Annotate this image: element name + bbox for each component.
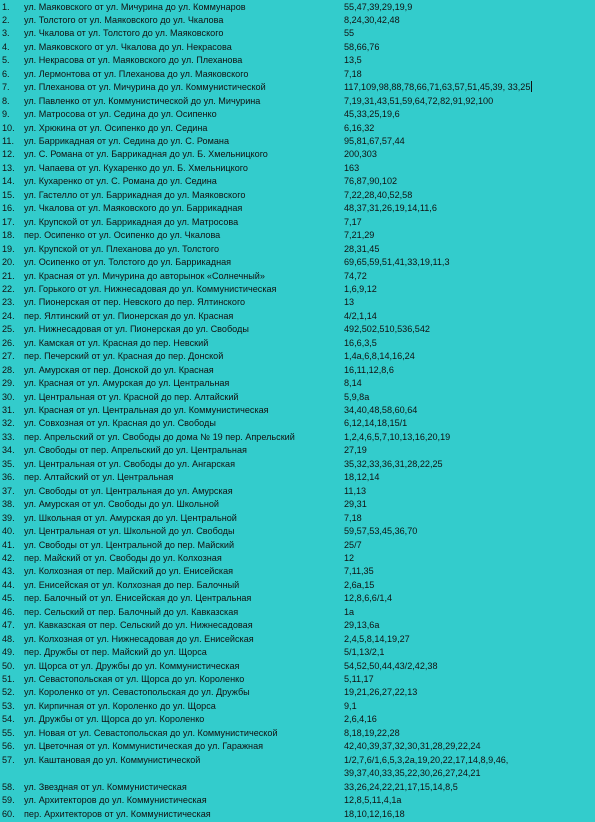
street-segment: ул. Центральная от ул. Школьной до ул. Свободы bbox=[24, 526, 235, 537]
street-segment: ул. Красная от ул. Мичурина до авторынок «Солнечный» bbox=[24, 270, 265, 281]
table-row bbox=[0, 431, 595, 444]
house-numbers: 55,47,39,29,19,9 bbox=[344, 1, 413, 12]
row-number: 53. bbox=[2, 700, 15, 711]
table-row bbox=[0, 243, 595, 256]
house-numbers: 16,6,3,5 bbox=[344, 337, 377, 348]
table-row bbox=[0, 81, 595, 94]
row-number: 54. bbox=[2, 714, 15, 725]
house-numbers: 11,13 bbox=[344, 485, 367, 496]
street-segment: ул. Свободы от пер. Апрельский до ул. Центральная bbox=[24, 445, 247, 456]
table-row bbox=[0, 122, 595, 135]
table-row bbox=[0, 781, 595, 794]
row-number: 51. bbox=[2, 674, 15, 684]
table-row bbox=[0, 1, 595, 14]
street-segment: ул. Щорса от ул. Дружбы до ул. Коммунистическая bbox=[24, 660, 240, 671]
row-number: 43. bbox=[2, 566, 15, 577]
row-number: 16. bbox=[2, 203, 15, 214]
street-segment: пер. Печерский от ул. Красная до пер. Донской bbox=[24, 351, 224, 362]
row-number: 24. bbox=[2, 310, 15, 321]
house-numbers: 13 bbox=[344, 297, 355, 308]
street-segment: ул. Архитекторов до ул. Коммунистическая bbox=[24, 795, 207, 806]
house-numbers: 7,18 bbox=[344, 512, 362, 523]
table-row bbox=[0, 458, 595, 471]
row-number: 19. bbox=[2, 243, 15, 254]
table-row bbox=[0, 485, 595, 498]
street-segment: ул. Осипенко от ул. Толстого до ул. Баррикадная bbox=[24, 257, 232, 268]
row-number: 1. bbox=[2, 1, 10, 12]
street-segment: ул. Совхозная от ул. Красная до ул. Свободы bbox=[24, 418, 216, 429]
table-row bbox=[0, 377, 595, 390]
street-segment: ул. Севастопольская от ул. Щорса до ул. Короленко bbox=[24, 674, 245, 684]
row-number: 6. bbox=[2, 68, 10, 79]
row-number: 45. bbox=[2, 593, 15, 604]
table-row bbox=[0, 364, 595, 377]
street-segment: ул. Цветочная от ул. Коммунистическая до ул. Гаражная bbox=[24, 741, 264, 752]
table-row bbox=[0, 525, 595, 538]
street-segment: ул. Горького от ул. Нижнесадовая до ул. Коммунистическая bbox=[24, 283, 277, 294]
table-row bbox=[0, 754, 595, 781]
row-number: 42. bbox=[2, 552, 15, 563]
table-row bbox=[0, 619, 595, 632]
street-segment: пер. Апрельский от ул. Свободы до дома № 19 пер. Апрельский bbox=[24, 431, 295, 442]
table-row bbox=[0, 498, 595, 511]
street-segment: ул. Некрасова от ул. Маяковского до ул. Плеханова bbox=[24, 55, 243, 66]
street-segment: пер. Майский от ул. Свободы до ул. Колхозная bbox=[24, 552, 222, 563]
house-numbers: 27,19 bbox=[344, 445, 367, 456]
street-segment: ул. Крупской от ул. Плеханова до ул. Толстого bbox=[24, 243, 220, 254]
house-numbers: 12,8,6,6/1,4 bbox=[344, 593, 393, 604]
house-numbers: 69,65,59,51,41,33,19,11,3 bbox=[344, 257, 450, 268]
row-number: 12. bbox=[2, 149, 15, 160]
street-segment: ул. Крупской от ул. Баррикадная до ул. Матросова bbox=[24, 216, 239, 227]
house-numbers: 6,12,14,18,15/1 bbox=[344, 418, 408, 429]
house-numbers: 7,18 bbox=[344, 68, 362, 79]
row-number: 18. bbox=[2, 230, 15, 241]
street-segment: ул. Кухаренко от ул. С. Романа до ул. Седина bbox=[24, 176, 217, 187]
row-number: 31. bbox=[2, 405, 15, 415]
house-numbers: 29,13,6а bbox=[344, 620, 380, 631]
house-numbers: 18,12,14 bbox=[344, 472, 380, 483]
house-numbers: 8,24,30,42,48 bbox=[344, 14, 400, 25]
street-segment: пер. Ялтинский от ул. Пионерская до ул. Красная bbox=[24, 310, 234, 321]
house-numbers: 28,31,45 bbox=[344, 243, 380, 254]
row-number: 30. bbox=[2, 391, 15, 402]
house-numbers: 5,9,8а bbox=[344, 391, 370, 402]
table-row bbox=[0, 808, 595, 821]
street-segment: ул. Колхозная от пер. Майский до ул. Енисейская bbox=[24, 566, 234, 577]
house-numbers: 55 bbox=[344, 28, 355, 39]
street-segment: ул. Лермонтова от ул. Плеханова до ул. Маяковского bbox=[24, 68, 249, 79]
house-numbers: 29,31 bbox=[344, 499, 367, 510]
table-row bbox=[0, 727, 595, 740]
row-number: 56. bbox=[2, 741, 15, 752]
house-numbers: 13,5 bbox=[344, 55, 362, 66]
street-segment: ул. Нижнесадовая от ул. Пионерская до ул. Свободы bbox=[24, 324, 249, 335]
row-number: 50. bbox=[2, 660, 15, 671]
house-numbers: 5/1,13/2,1 bbox=[344, 647, 385, 658]
table-row bbox=[0, 404, 595, 417]
street-segment: ул. Свободы от ул. Центральная до ул. Амурская bbox=[24, 485, 233, 496]
table-row bbox=[0, 391, 595, 404]
house-numbers: 12 bbox=[344, 552, 355, 563]
street-segment: ул. Гастелло от ул. Баррикадная до ул. Маяковского bbox=[24, 189, 246, 200]
street-segment: ул. Каштановая до ул. Коммунистической bbox=[24, 754, 201, 765]
table-row bbox=[0, 283, 595, 296]
row-number: 29. bbox=[2, 378, 15, 389]
house-numbers: 117,109,98,88,78,66,71,63,57,51,45,39, 33,25 bbox=[344, 82, 531, 93]
row-number: 22. bbox=[2, 283, 15, 294]
house-numbers: 48,37,31,26,19,14,11,6 bbox=[344, 203, 437, 214]
street-segment: ул. Колхозная от ул. Нижнесадовая до ул. Енисейская bbox=[24, 633, 254, 644]
row-number: 23. bbox=[2, 297, 15, 308]
row-number: 27. bbox=[2, 351, 15, 362]
table-row bbox=[0, 54, 595, 67]
table-row bbox=[0, 202, 595, 215]
table-row bbox=[0, 471, 595, 484]
house-numbers: 25/7 bbox=[344, 539, 362, 550]
house-numbers: 76,87,90,102 bbox=[344, 176, 398, 187]
table-row bbox=[0, 700, 595, 713]
table-row bbox=[0, 270, 595, 283]
house-numbers: 59,57,53,45,36,70 bbox=[344, 526, 418, 537]
row-number: 2. bbox=[2, 14, 10, 25]
house-numbers: 34,40,48,58,60,64 bbox=[344, 405, 418, 415]
row-number: 58. bbox=[2, 781, 15, 792]
table-row bbox=[0, 660, 595, 673]
house-numbers: 4/2,1,14 bbox=[344, 310, 377, 321]
street-segment: ул. Толстого от ул. Маяковского до ул. Чкалова bbox=[24, 14, 224, 25]
row-number: 39. bbox=[2, 512, 15, 523]
street-segment: ул. Баррикадная от ул. Седина до ул. С. Романа bbox=[24, 136, 229, 146]
row-number: 55. bbox=[2, 727, 15, 738]
house-numbers: 2,6,4,16 bbox=[344, 714, 377, 725]
house-numbers: 7,19,31,43,51,59,64,72,82,91,92,100 bbox=[344, 95, 494, 106]
row-number: 25. bbox=[2, 324, 15, 335]
table-row bbox=[0, 108, 595, 121]
street-segment: ул. Новая от ул. Севастопольская до ул. Коммунистической bbox=[24, 727, 278, 738]
house-numbers: 200,303 bbox=[344, 149, 377, 160]
house-numbers: 95,81,67,57,44 bbox=[344, 136, 405, 146]
house-numbers: 7,21,29 bbox=[344, 230, 375, 241]
house-numbers: 6,16,32 bbox=[344, 122, 375, 133]
table-row bbox=[0, 606, 595, 619]
street-segment: ул. Матросова от ул. Седина до ул. Осипенко bbox=[24, 109, 217, 120]
row-number: 7. bbox=[2, 82, 10, 93]
table-row bbox=[0, 417, 595, 430]
street-segment: пер. Архитекторов от ул. Коммунистическая bbox=[24, 808, 211, 819]
row-number: 48. bbox=[2, 633, 15, 644]
row-number: 57. bbox=[2, 754, 15, 765]
house-numbers: 492,502,510,536,542 bbox=[344, 324, 430, 335]
table-row bbox=[0, 633, 595, 646]
row-number: 4. bbox=[2, 41, 10, 52]
street-segment: пер. Алтайский от ул. Центральная bbox=[24, 472, 174, 483]
street-segment: ул. Плеханова от ул. Мичурина до ул. Коммунистической bbox=[24, 82, 266, 93]
row-number: 21. bbox=[2, 270, 15, 281]
street-segment: ул. Свободы от ул. Центральной до пер. Майский bbox=[24, 539, 235, 550]
table-row bbox=[0, 686, 595, 699]
row-number: 60. bbox=[2, 808, 15, 819]
table-row bbox=[0, 41, 595, 54]
house-numbers: 2,6а,15 bbox=[344, 579, 375, 590]
house-numbers: 9,1 bbox=[344, 700, 357, 711]
house-numbers: 1/2,7,6/1,6,5,3,2а,19,20,22,17,14,8,9,46, 39,37,40,33,35,22,30,26,27,24,21 bbox=[344, 754, 509, 779]
table-row bbox=[0, 646, 595, 659]
street-segment: ул. Чапаева от ул. Кухаренко до ул. Б. Хмельницкого bbox=[24, 162, 248, 173]
street-segment: ул. Хрюкина от ул. Осипенко до ул. Седина bbox=[24, 122, 208, 133]
row-number: 46. bbox=[2, 606, 15, 617]
house-numbers: 12,8,5,11,4,1а bbox=[344, 795, 402, 806]
street-segment: ул. Короленко от ул. Севастопольская до ул. Дружбы bbox=[24, 687, 250, 698]
table-row bbox=[0, 740, 595, 753]
row-number: 17. bbox=[2, 216, 15, 227]
table-row bbox=[0, 27, 595, 40]
table-row bbox=[0, 68, 595, 81]
house-numbers: 18,10,12,16,18 bbox=[344, 808, 405, 819]
row-number: 15. bbox=[2, 189, 15, 200]
street-segment: пер. Сельский от пер. Балочный до ул. Кавказская bbox=[24, 606, 239, 617]
row-number: 47. bbox=[2, 620, 15, 631]
house-numbers: 7,11,35 bbox=[344, 566, 374, 577]
house-numbers: 7,17 bbox=[344, 216, 362, 227]
row-number: 35. bbox=[2, 458, 15, 469]
street-segment: ул. Камская от ул. Красная до пер. Невский bbox=[24, 337, 209, 348]
street-segment: ул. Чкалова от ул. Толстого до ул. Маяковского bbox=[24, 28, 224, 39]
street-segment: ул. Енисейская от ул. Колхозная до пер. Балочный bbox=[24, 579, 240, 590]
house-numbers: 58,66,76 bbox=[344, 41, 380, 52]
row-number: 32. bbox=[2, 418, 15, 429]
house-numbers: 74,72 bbox=[344, 270, 367, 281]
street-segment: ул. Амурская от пер. Донской до ул. Красная bbox=[24, 364, 214, 375]
street-segment: ул. Центральная от ул. Красной до пер. Алтайский bbox=[24, 391, 239, 402]
street-segment: ул. Звездная от ул. Коммунистическая bbox=[24, 781, 187, 792]
street-segment: ул. Маяковского от ул. Чкалова до ул. Некрасова bbox=[24, 41, 232, 52]
row-number: 11. bbox=[2, 136, 14, 146]
table-row bbox=[0, 794, 595, 807]
row-number: 33. bbox=[2, 431, 15, 442]
row-number: 52. bbox=[2, 687, 15, 698]
row-number: 10. bbox=[2, 122, 15, 133]
house-numbers: 7,22,28,40,52,58 bbox=[344, 189, 413, 200]
street-segment: ул. Кирпичная от ул. Короленко до ул. Щорса bbox=[24, 700, 216, 711]
table-row bbox=[0, 229, 595, 242]
table-row bbox=[0, 175, 595, 188]
house-numbers: 1,6,9,12 bbox=[344, 283, 377, 294]
table-row bbox=[0, 337, 595, 350]
table-row bbox=[0, 552, 595, 565]
table-row bbox=[0, 673, 595, 686]
table-row bbox=[0, 323, 595, 336]
row-number: 37. bbox=[2, 485, 15, 496]
street-segment: ул. Пионерская от пер. Невского до пер. Ялтинского bbox=[24, 297, 246, 308]
table-row bbox=[0, 565, 595, 578]
table-row bbox=[0, 95, 595, 108]
row-number: 20. bbox=[2, 257, 15, 268]
row-number: 14. bbox=[2, 176, 15, 187]
row-number: 26. bbox=[2, 337, 15, 348]
table-row bbox=[0, 539, 595, 552]
table-row bbox=[0, 256, 595, 269]
row-number: 49. bbox=[2, 647, 15, 658]
row-number: 40. bbox=[2, 526, 15, 537]
street-segment: пер. Дружбы от пер. Майский до ул. Щорса bbox=[24, 647, 207, 658]
row-number: 13. bbox=[2, 162, 15, 173]
row-number: 9. bbox=[2, 109, 10, 120]
house-numbers: 1а bbox=[344, 606, 355, 617]
row-number: 5. bbox=[2, 55, 10, 66]
street-segment: ул. Маяковского от ул. Мичурина до ул. Коммунаров bbox=[24, 1, 246, 12]
street-segment: пер. Осипенко от ул. Осипенко до ул. Чкалова bbox=[24, 230, 221, 241]
street-segment: ул. Амурская от ул. Свободы до ул. Школьной bbox=[24, 499, 219, 510]
house-numbers: 33,26,24,22,21,17,15,14,8,5 bbox=[344, 781, 458, 792]
street-segment: ул. Дружбы от ул. Щорса до ул. Короленко bbox=[24, 714, 205, 725]
row-number: 34. bbox=[2, 445, 15, 456]
street-segment: ул. Центральная от ул. Свободы до ул. Ангарская bbox=[24, 458, 236, 469]
table-row bbox=[0, 162, 595, 175]
house-numbers: 45,33,25,19,6 bbox=[344, 109, 400, 120]
table-row bbox=[0, 350, 595, 363]
street-segment: ул. Павленко от ул. Коммунистической до ул. Мичурина bbox=[24, 95, 261, 106]
table-row bbox=[0, 296, 595, 309]
table-row bbox=[0, 512, 595, 525]
text-cursor bbox=[531, 81, 532, 92]
row-number: 44. bbox=[2, 579, 15, 590]
house-numbers: 1,4а,6,8,14,16,24 bbox=[344, 351, 415, 362]
house-numbers: 5,11,17 bbox=[344, 674, 374, 684]
street-segment: ул. Красная от ул. Центральная до ул. Коммунистическая bbox=[24, 405, 269, 415]
table-row bbox=[0, 148, 595, 161]
street-segment: ул. Кавказская от пер. Сельский до ул. Нижнесадовая bbox=[24, 620, 253, 631]
row-number: 8. bbox=[2, 95, 10, 106]
house-numbers: 35,32,33,36,31,28,22,25 bbox=[344, 458, 443, 469]
row-number: 28. bbox=[2, 364, 15, 375]
house-numbers: 19,21,26,27,22,13 bbox=[344, 687, 418, 698]
row-number: 3. bbox=[2, 28, 10, 39]
table-row bbox=[0, 14, 595, 27]
house-numbers: 16,11,12,8,6 bbox=[344, 364, 394, 375]
street-segment: ул. С. Романа от ул. Баррикадная до ул. Б. Хмельницкого bbox=[24, 149, 268, 160]
street-segment: ул. Чкалова от ул. Маяковского до ул. Баррикадная bbox=[24, 203, 243, 214]
table-row bbox=[0, 592, 595, 605]
table-row bbox=[0, 135, 595, 148]
house-numbers: 54,52,50,44,43/2,42,38 bbox=[344, 660, 438, 671]
street-segment: ул. Школьная от ул. Амурская до ул. Центральной bbox=[24, 512, 237, 523]
house-numbers: 1,2,4,6,5,7,10,13,16,20,19 bbox=[344, 431, 451, 442]
house-numbers: 8,18,19,22,28 bbox=[344, 727, 400, 738]
row-number: 36. bbox=[2, 472, 15, 483]
row-number: 38. bbox=[2, 499, 15, 510]
street-segment: ул. Красная от ул. Амурская до ул. Центральная bbox=[24, 378, 230, 389]
table-row bbox=[0, 713, 595, 726]
table-row bbox=[0, 310, 595, 323]
house-numbers: 42,40,39,37,32,30,31,28,29,22,24 bbox=[344, 741, 481, 752]
house-numbers: 2,4,5,8,14,19,27 bbox=[344, 633, 410, 644]
table-row bbox=[0, 579, 595, 592]
table-row bbox=[0, 216, 595, 229]
street-segment: пер. Балочный от ул. Енисейская до ул. Центральная bbox=[24, 593, 252, 604]
row-number: 41. bbox=[2, 539, 15, 550]
table-row bbox=[0, 189, 595, 202]
house-numbers: 163 bbox=[344, 162, 360, 173]
row-number: 59. bbox=[2, 795, 15, 806]
house-numbers: 8,14 bbox=[344, 378, 362, 389]
table-row bbox=[0, 444, 595, 457]
